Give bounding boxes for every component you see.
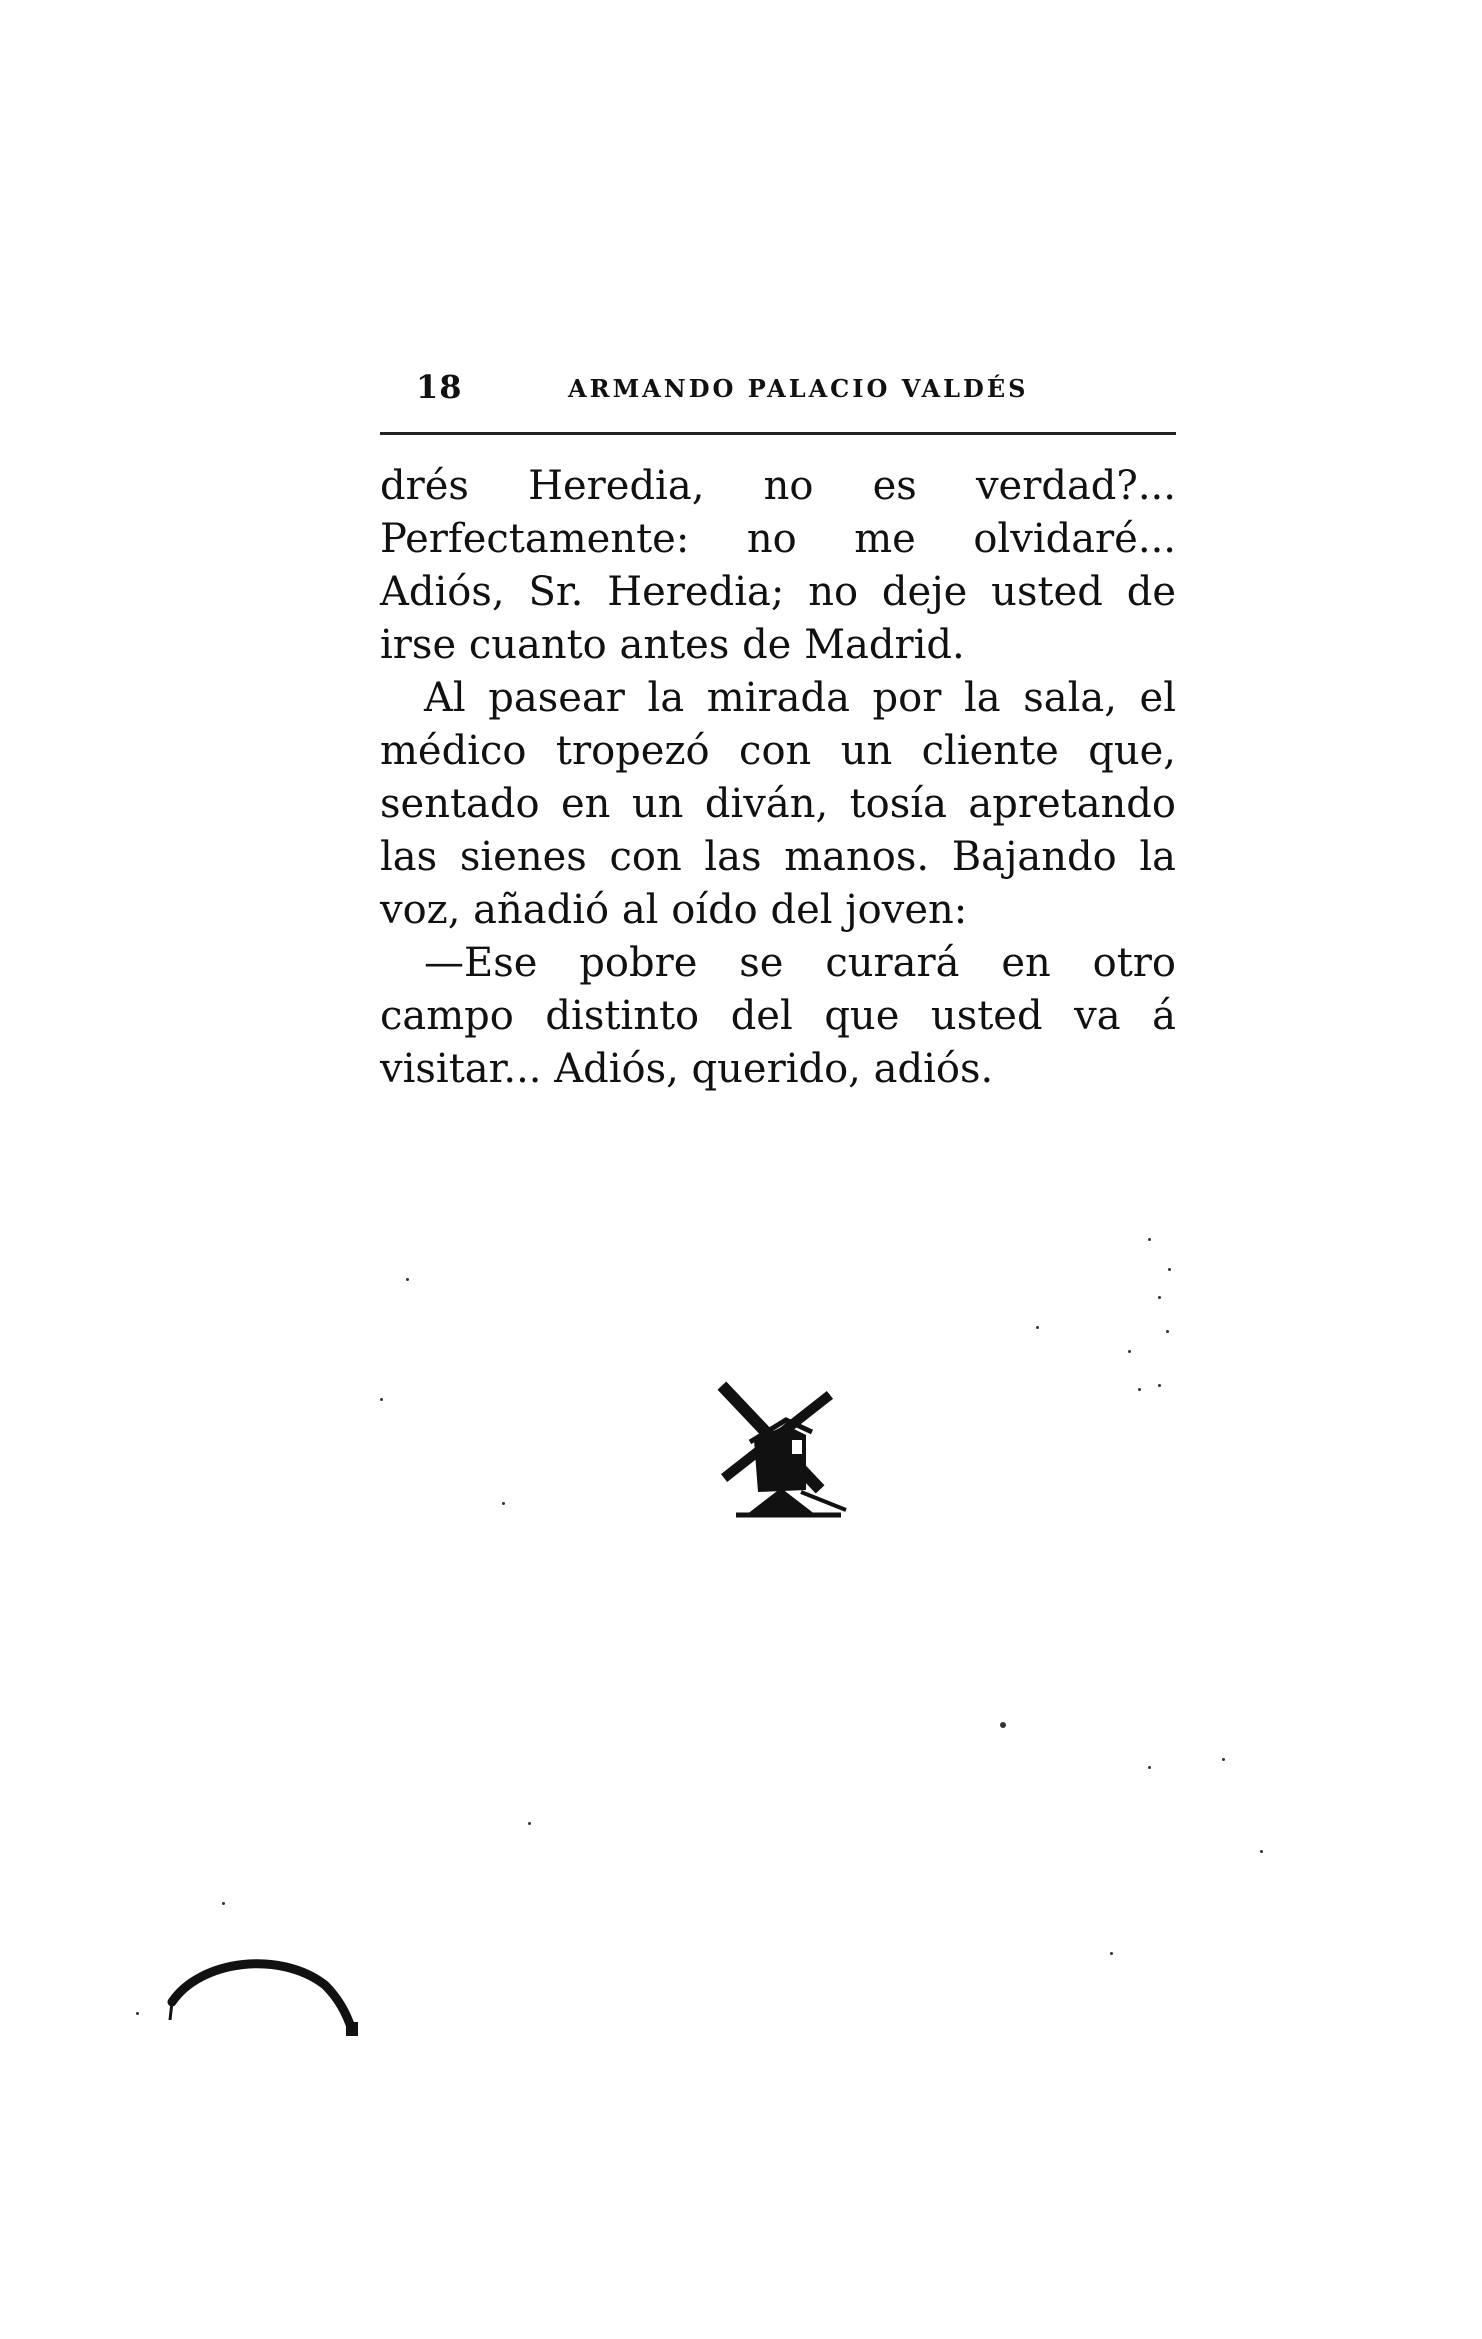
scan-speck (1168, 1268, 1171, 1271)
scan-speck (1222, 1758, 1225, 1761)
scan-speck (1036, 1326, 1039, 1329)
scan-speck (1000, 1722, 1006, 1728)
scan-speck (380, 1398, 383, 1401)
scan-speck (136, 2012, 139, 2015)
scan-speck (528, 1822, 531, 1825)
paragraph-continuation: drés Heredia, no es verdad?... Perfectamente: no me olvidaré... Adiós, Sr. Heredia; no deje usted de irse cuanto antes de Madrid. (380, 463, 1176, 668)
scan-speck (1148, 1766, 1151, 1769)
scan-speck (222, 1902, 225, 1905)
scan-speck (1138, 1388, 1141, 1391)
scan-speck (1148, 1238, 1151, 1241)
scan-speck (1158, 1384, 1161, 1387)
scan-speck (406, 1278, 409, 1281)
header-rule (380, 432, 1176, 435)
body-text (380, 460, 1176, 1096)
scan-speck (1260, 1850, 1263, 1853)
scan-speck (1110, 1952, 1113, 1955)
scan-speck (1128, 1350, 1131, 1353)
scan-speck (502, 1502, 505, 1505)
scan-speck (1166, 1330, 1169, 1333)
windmill-icon (706, 1380, 856, 1520)
paragraph: Al pasear la mirada por la sala, el médico tropezó con un cliente que, sentado en un diván, tosía apretando las sienes con las manos. Bajando la voz, añadió al oído del joven: (380, 675, 1176, 933)
page-number: 18 (416, 368, 463, 406)
paragraph-dialogue: —Ese pobre se curará en otro campo distinto del que usted va á visitar... Adiós, querido, adiós. (380, 940, 1176, 1092)
page-header (380, 368, 1176, 408)
scan-arc-mark (160, 1930, 360, 2050)
running-head: ARMANDO PALACIO VALDÉS (568, 374, 1029, 403)
scan-speck (1158, 1296, 1161, 1299)
